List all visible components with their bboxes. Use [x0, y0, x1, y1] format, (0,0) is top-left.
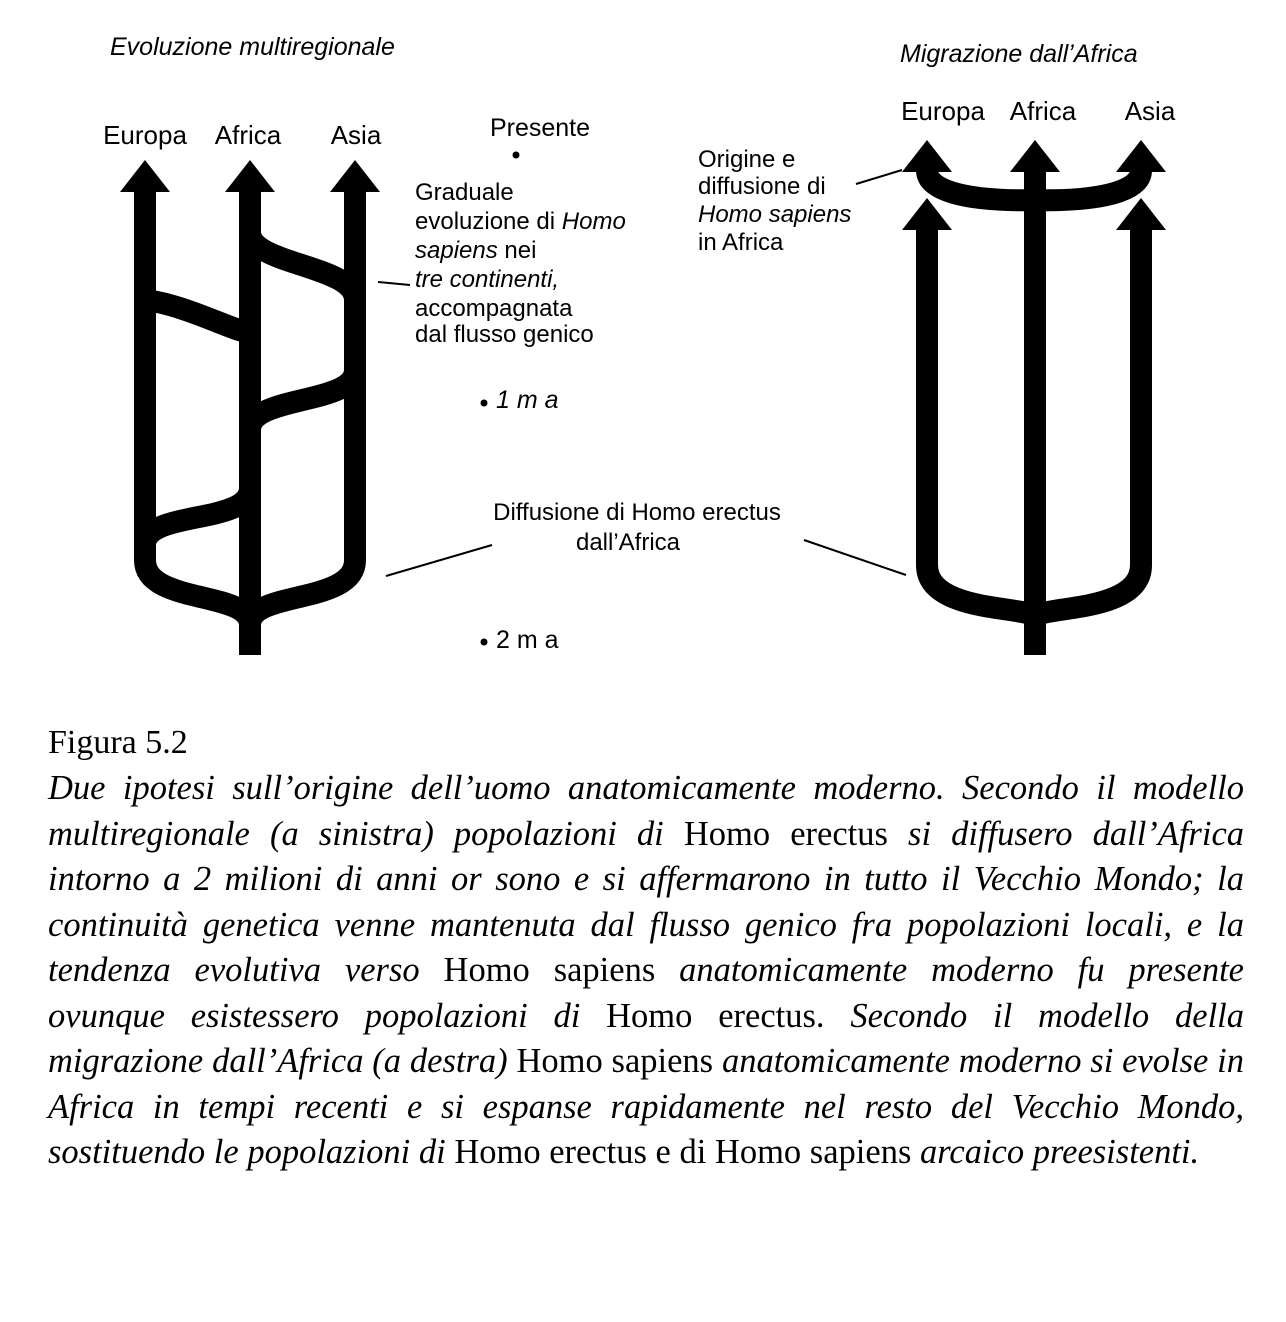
- multiregional-title: Evoluzione multiregionale: [110, 33, 395, 61]
- svg-text:sapiens nei: sapiens nei: [415, 237, 537, 264]
- arrow-up-icon: [1010, 140, 1060, 172]
- caption-body: [48, 766, 1244, 1176]
- multiregional-tree: [145, 190, 355, 655]
- left-label-asia: Asia: [330, 120, 382, 150]
- left-label-africa: Africa: [214, 120, 282, 150]
- sapiens-origin-note: [698, 146, 851, 256]
- figure-caption: [44, 722, 1244, 1176]
- caption-segment: Homo erectus.: [606, 996, 825, 1035]
- svg-text:tre continenti,: tre continenti,: [415, 266, 560, 293]
- caption-segment: si diffusero dall’Africa intorno a 2 milioni di anni or sono e si affermarono in tutto il Vecchio Mondo; la continuità genetica venne mantenuta dal flusso genico fra popolazioni locali, e la tendenza evolutiva verso: [48, 814, 1245, 989]
- gene-flow-4: [250, 232, 355, 300]
- arrow-up-icon: [1116, 140, 1166, 172]
- right-label-asia: Asia: [1124, 96, 1176, 126]
- caption-segment: Secondo il modello della migrazione dall’Africa (a destra): [48, 996, 1244, 1080]
- svg-text:dall’Africa: dall’Africa: [575, 529, 681, 556]
- svg-text:Homo sapiens: Homo sapiens: [698, 201, 852, 228]
- caption-segment: anatomicamente moderno si evolse in Africa in tempi recenti e si espanse rapidamente nel resto del Vecchio Mondo, sostituendo le popolazioni di: [48, 1042, 1244, 1171]
- arrow-up-icon: [330, 160, 380, 192]
- europe-lineage: [145, 190, 250, 655]
- one-ma-label: 1 m a: [496, 386, 559, 414]
- arrow-up-icon: [225, 160, 275, 192]
- gene-flow-pointer: [378, 282, 410, 285]
- gene-flow-1: [145, 488, 250, 545]
- present-dot: [513, 152, 520, 159]
- one-ma-dot: [481, 400, 488, 407]
- caption-segment: Homo sapiens: [443, 951, 656, 989]
- gene-flow-2: [250, 370, 355, 430]
- arrow-up-icon: [120, 160, 170, 192]
- svg-text:dal flusso genico: dal flusso genico: [415, 321, 594, 348]
- caption-segment: Due ipotesi sull’origine dell’uomo anatomicamente moderno. Secondo il modello multiregionale (a sinistra) popolazioni di: [48, 769, 1244, 853]
- out-of-africa-tree: [927, 170, 1141, 655]
- multiregional-arrowheads: [120, 160, 380, 192]
- svg-text:evoluzione di Homo: evoluzione di Homo: [415, 208, 626, 235]
- svg-text:accompagnata: accompagnata: [415, 295, 573, 322]
- caption-segment: arcaico preesistenti.: [911, 1133, 1200, 1171]
- erectus-pointer-left: [386, 545, 492, 576]
- right-label-africa: Africa: [1009, 96, 1077, 126]
- svg-text:Graduale: Graduale: [415, 179, 514, 206]
- caption-title: Figura 5.2: [48, 724, 188, 761]
- arrow-up-icon: [902, 140, 952, 172]
- present-label: Presente: [489, 114, 591, 142]
- erectus-note: [493, 499, 781, 556]
- svg-text:Origine e: Origine e: [698, 146, 796, 173]
- two-ma-dot: [481, 639, 488, 646]
- caption-segment: anatomicamente moderno fu presente ovunque esistessero popolazioni di: [48, 951, 1244, 1035]
- svg-text:in Africa: in Africa: [698, 229, 784, 256]
- erectus-pointer-right: [804, 540, 906, 575]
- two-ma-label: 2 m a: [496, 626, 559, 654]
- caption-segment: Homo erectus e di Homo sapiens: [454, 1133, 912, 1171]
- gradual-evolution-note: [415, 179, 626, 348]
- arrow-up-icon: [1116, 198, 1166, 230]
- out-of-africa-title: Migrazione dall’Africa: [900, 40, 1138, 68]
- origin-pointer: [856, 170, 902, 184]
- caption-segment: Homo sapiens: [516, 1042, 714, 1080]
- caption-segment: Homo erectus: [683, 814, 888, 853]
- left-label-europa: Europa: [103, 120, 187, 150]
- svg-text:diffusione di: diffusione di: [698, 173, 826, 200]
- svg-text:Diffusione di Homo erectus: Diffusione di Homo erectus: [493, 499, 781, 526]
- arrow-up-icon: [902, 198, 952, 230]
- right-label-europa: Europa: [901, 96, 985, 126]
- gene-flow-3: [145, 300, 250, 332]
